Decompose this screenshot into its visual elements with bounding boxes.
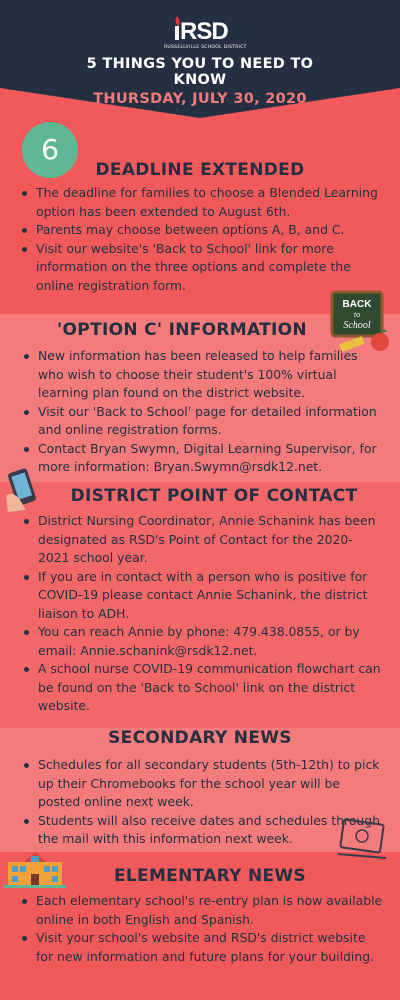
page-date: THURSDAY, JULY 30, 2020 [93,91,307,107]
section-heading: 'OPTION C' INFORMATION [57,320,307,340]
list-item: Visit our 'Back to School' page for detailed information and online registration forms. [24,403,384,440]
list-item: Visit your school's website and RSD's district website for new information and future plans for your building. [22,929,384,966]
list-item: The deadline for families to choose a Blended Learning option has been extended to August 6th. [22,184,382,221]
page-title: 5 THINGS YOU TO NEED TO KNOW [86,56,314,88]
section-list [24,512,384,716]
section-district-contact [0,482,400,728]
list-item: Parents may choose between options A, B, and C. [22,221,382,240]
chalkboard-icon [330,290,392,356]
school-building-icon [4,848,66,888]
section-list [24,347,384,477]
list-item: If you are in contact with a person who is positive for COVID-19 please contact Annie Schanink, the district liaison to ADH. [24,568,384,624]
section-list [24,756,384,849]
list-item: New information has been released to help families who wish to choose their student's 100% virtual learning plan found on the district website. [24,347,384,403]
list-item: Schedules for all secondary students (5th-12th) to pick up their Chromebooks for the school year will be posted online next week. [24,756,384,812]
section-list [22,184,382,295]
list-item: Students will also receive dates and schedules through the mail with this information next week. [24,812,384,849]
chalkboard-text-to: to [353,310,361,319]
list-item: District Nursing Coordinator, Annie Schanink has been designated as RSD's Point of Contact for the 2020-2021 school year. [24,512,384,568]
phone-hand-icon [2,466,42,514]
section-heading: SECONDARY NEWS [108,728,292,748]
list-item: Each elementary school's re-entry plan is now available online in both English and Spanish. [22,892,384,929]
rsd-logo [164,14,247,54]
chalkboard-text-back: BACK [342,299,372,310]
section-heading: DISTRICT POINT OF CONTACT [70,486,358,506]
list-item: Visit our website's 'Back to School' link for more information on the three options and complete the online registration form. [22,240,382,296]
chalkboard-text-school: School [343,320,371,331]
list-item: You can reach Annie by phone: 479.438.0855, or by email: Annie.schanink@rsdk12.net. [24,623,384,660]
section-list [22,892,384,966]
number-badge: 6 [22,122,78,178]
list-item: A school nurse COVID-19 communication flowchart can be found on the 'Back to School' link on the district website. [24,660,384,716]
logo-subtext: RUSSELLVILLE SCHOOL DISTRICT [164,45,247,50]
section-deadline-extended [0,118,400,314]
section-heading: ELEMENTARY NEWS [114,866,306,886]
header [0,0,400,118]
section-heading: DEADLINE EXTENDED [95,160,305,180]
list-item: Contact Bryan Swymn, Digital Learning Supervisor, for more information: Bryan.Swymn@rsdk12.net. [24,440,384,477]
logo-text: RSD [180,18,228,45]
